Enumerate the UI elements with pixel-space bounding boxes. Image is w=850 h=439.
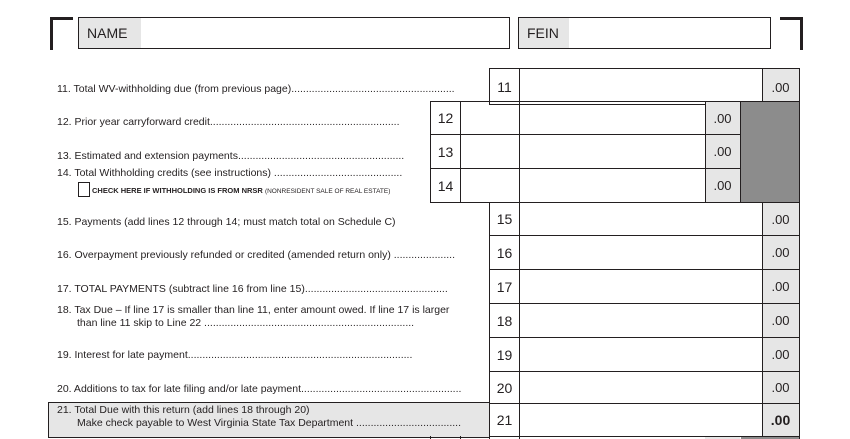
line-17-amount-field[interactable] bbox=[520, 270, 762, 303]
line-18-amount-field[interactable] bbox=[520, 304, 762, 337]
line-18-label-line1: 18. Tax Due – If line 17 is smaller than line 11, enter amount owed. If line 17 is larger bbox=[57, 304, 450, 316]
line-11-amount-field[interactable] bbox=[520, 69, 762, 104]
name-field[interactable] bbox=[78, 17, 510, 49]
line-20-label: 20. Additions to tax for late filing and/or late payment....................................................... bbox=[57, 383, 462, 395]
line-21-amount-field[interactable] bbox=[520, 404, 762, 436]
nrsr-checkbox-label: CHECK HERE IF WITHHOLDING IS FROM NRSR (NONRESIDENT SALE OF REAL ESTATE) bbox=[92, 186, 391, 195]
line-16-cents: .00 bbox=[771, 245, 790, 260]
line-13-cents: .00 bbox=[713, 144, 732, 159]
line-15-label: 15. Payments (add lines 12 through 14; must match total on Schedule C) bbox=[57, 216, 396, 228]
line-11-cents: .00 bbox=[771, 79, 790, 95]
line-20-amount-field[interactable] bbox=[520, 372, 762, 403]
line-14-label: 14. Total Withholding credits (see instructions) ............................................ bbox=[57, 167, 403, 179]
line-17-label: 17. TOTAL PAYMENTS (subtract line 16 from line 15)................................................. bbox=[57, 283, 448, 295]
line-13-number: 13 bbox=[437, 143, 454, 160]
line-12-number: 12 bbox=[437, 110, 454, 126]
nrsr-checkbox-note: (NONRESIDENT SALE OF REAL ESTATE) bbox=[264, 188, 391, 195]
line-12-cents: .00 bbox=[713, 110, 732, 126]
shaded-block bbox=[741, 102, 799, 202]
line-21-label-line1: 21. Total Due with this return (add lines 18 through 20) bbox=[57, 404, 310, 416]
line-19-amount-field[interactable] bbox=[520, 338, 762, 371]
line-12-label: 12. Prior year carryforward credit................................................................. bbox=[57, 116, 400, 128]
line-14-number: 14 bbox=[437, 177, 454, 194]
line-19-cents: .00 bbox=[771, 347, 790, 362]
fein-field[interactable] bbox=[518, 17, 771, 49]
nrsr-checkbox[interactable] bbox=[78, 182, 90, 197]
line-17-number: 17 bbox=[496, 278, 513, 295]
line-16-label: 16. Overpayment previously refunded or credited (amended return only) ..................... bbox=[57, 249, 456, 261]
line-18-label-line2: than line 11 skip to Line 22 ........................................................................ bbox=[77, 317, 415, 329]
line-21-cents: .00 bbox=[770, 412, 791, 428]
line-18-number: 18 bbox=[496, 312, 513, 329]
line-21-number: 21 bbox=[496, 412, 513, 428]
line-13-label: 13. Estimated and extension payments......................................................... bbox=[57, 150, 405, 162]
line-11-number: 11 bbox=[497, 79, 512, 95]
line-17-cents: .00 bbox=[771, 279, 790, 294]
line-12-amount-field[interactable] bbox=[461, 102, 705, 134]
line-15-cents: .00 bbox=[771, 211, 790, 227]
line-21-label-line2: Make check payable to West Virginia State Tax Department .................................... bbox=[77, 417, 461, 429]
name-label: NAME bbox=[79, 18, 141, 48]
line-13-amount-field[interactable] bbox=[461, 135, 705, 168]
corner-mark-top-left bbox=[50, 17, 73, 50]
line-14-amount-field[interactable] bbox=[461, 169, 705, 202]
line-11-label: 11. Total WV-withholding due (from previous page)........................................................ bbox=[57, 83, 455, 95]
line-16-amount-field[interactable] bbox=[520, 236, 762, 269]
line-16-number: 16 bbox=[496, 244, 513, 261]
line-18-cents: .00 bbox=[771, 313, 790, 328]
line-20-number: 20 bbox=[496, 379, 513, 396]
line-14-cents: .00 bbox=[713, 178, 732, 193]
fein-label: FEIN bbox=[519, 18, 569, 48]
line-15-number: 15 bbox=[496, 211, 513, 227]
line-19-label: 19. Interest for late payment............................................................................. bbox=[57, 349, 413, 361]
line-15-amount-field[interactable] bbox=[520, 203, 762, 235]
line-19-number: 19 bbox=[496, 346, 513, 363]
line-20-cents: .00 bbox=[771, 380, 790, 395]
corner-mark-top-right bbox=[780, 17, 803, 50]
